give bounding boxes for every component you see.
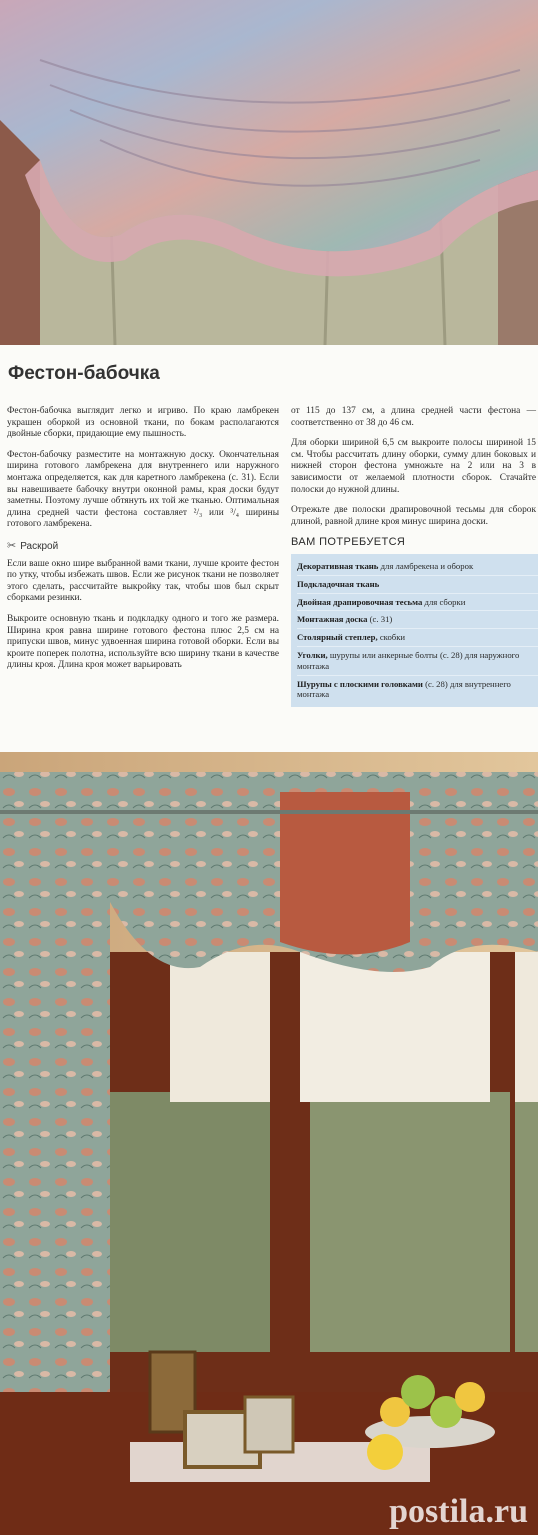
left-column — [7, 406, 279, 681]
length-paragraph: от 115 до 137 см, а длина средней части фестона — соответственно от 38 до 46 см. — [291, 406, 536, 428]
cutting-heading-label: Раскрой — [20, 540, 59, 552]
cutting-heading — [7, 541, 279, 553]
needs-heading: ВАМ ПОТРЕБУЕТСЯ — [291, 536, 406, 549]
need-item: Двойная драпировочная тесьма для сборки — [297, 594, 538, 612]
need-item: Подкладочная ткань — [297, 576, 538, 594]
ruffle-paragraph: Для оборки шириной 6,5 см выкроите полосы шириной 15 см. Чтобы рассчитать длину оборки, сумму длин боковых и нижней сторон фестона умножьте на 2 или на 3 в зависимости от желаемой плотности сборок. Стачайте полоски до нужной длины. — [291, 438, 536, 495]
needs-list — [291, 554, 538, 707]
watermark: postila.ru — [389, 1493, 528, 1530]
page-title: Фестон-бабочка — [8, 363, 160, 384]
need-item: Шурупы с плоскими головками (с. 28) для внутреннего монтажа — [297, 678, 511, 700]
right-column — [291, 406, 536, 707]
need-item: Декоративная ткань для ламбрекена и оборок — [297, 558, 538, 576]
cutting-size-paragraph: Выкроите основную ткань и подкладку одного и того же размера. Ширина кроя равна ширине готового фестона плюс 2,5 см на припуски швов, минус удвоенная ширина готовой оборки. Если вы кроите поперек полотна, используйте всю ширину ткани в качестве длины кроя. Длина крoя может варьировать — [7, 613, 279, 671]
mounting-paragraph: Фестон-бабочку разместите на монтажную доску. Окончательная ширина готового ламбрекена для внутреннего или наружного монтажа определяется, как для каретного ламбрекена (с. 31). Если вы навешиваете бабочку внутри оконной рамы, края доски будут заметны. Поэтому лучше обтянуть их той же тканью. Оптимальная длина средней части фестона составляет ²/₃ или ³/₄ ширины готового ламбрекена. — [7, 449, 279, 530]
curtain-photo-bottom — [0, 752, 538, 1535]
butterfly-valance-illustration — [0, 0, 538, 345]
cutting-paragraph: Если ваше окно шире выбранной вами ткани, лучше кроите фестон по утку, чтобы избежать швов. Если же рисунок ткани не позволяет этого сделать, рассчитайте выкройку так, чтобы шов был скрыт сборками резинки. — [7, 558, 279, 604]
tape-paragraph: Отрежьте две полоски драпировочной тесьмы для сборок длиной, равной длине кроя минус ширина доски. — [291, 505, 536, 527]
intro-paragraph: Фестон-бабочка выглядит легко и игриво. По краю ламбрекен украшен оборкой из основной ткани, по бокам располагаются двойные сборки, придающие ему пышность. — [7, 406, 279, 440]
instructions-page — [0, 345, 538, 752]
curtain-window-illustration — [0, 752, 538, 1535]
need-item: Монтажная доска (с. 31) — [297, 611, 538, 629]
need-item: Столярный степлер, скобки — [297, 629, 538, 647]
need-item: Уголки, шурупы или анкерные болты (с. 28) для наружного монтажа — [297, 647, 538, 676]
scissors-icon: ✂ — [7, 539, 17, 552]
valance-photo-top — [0, 0, 538, 345]
